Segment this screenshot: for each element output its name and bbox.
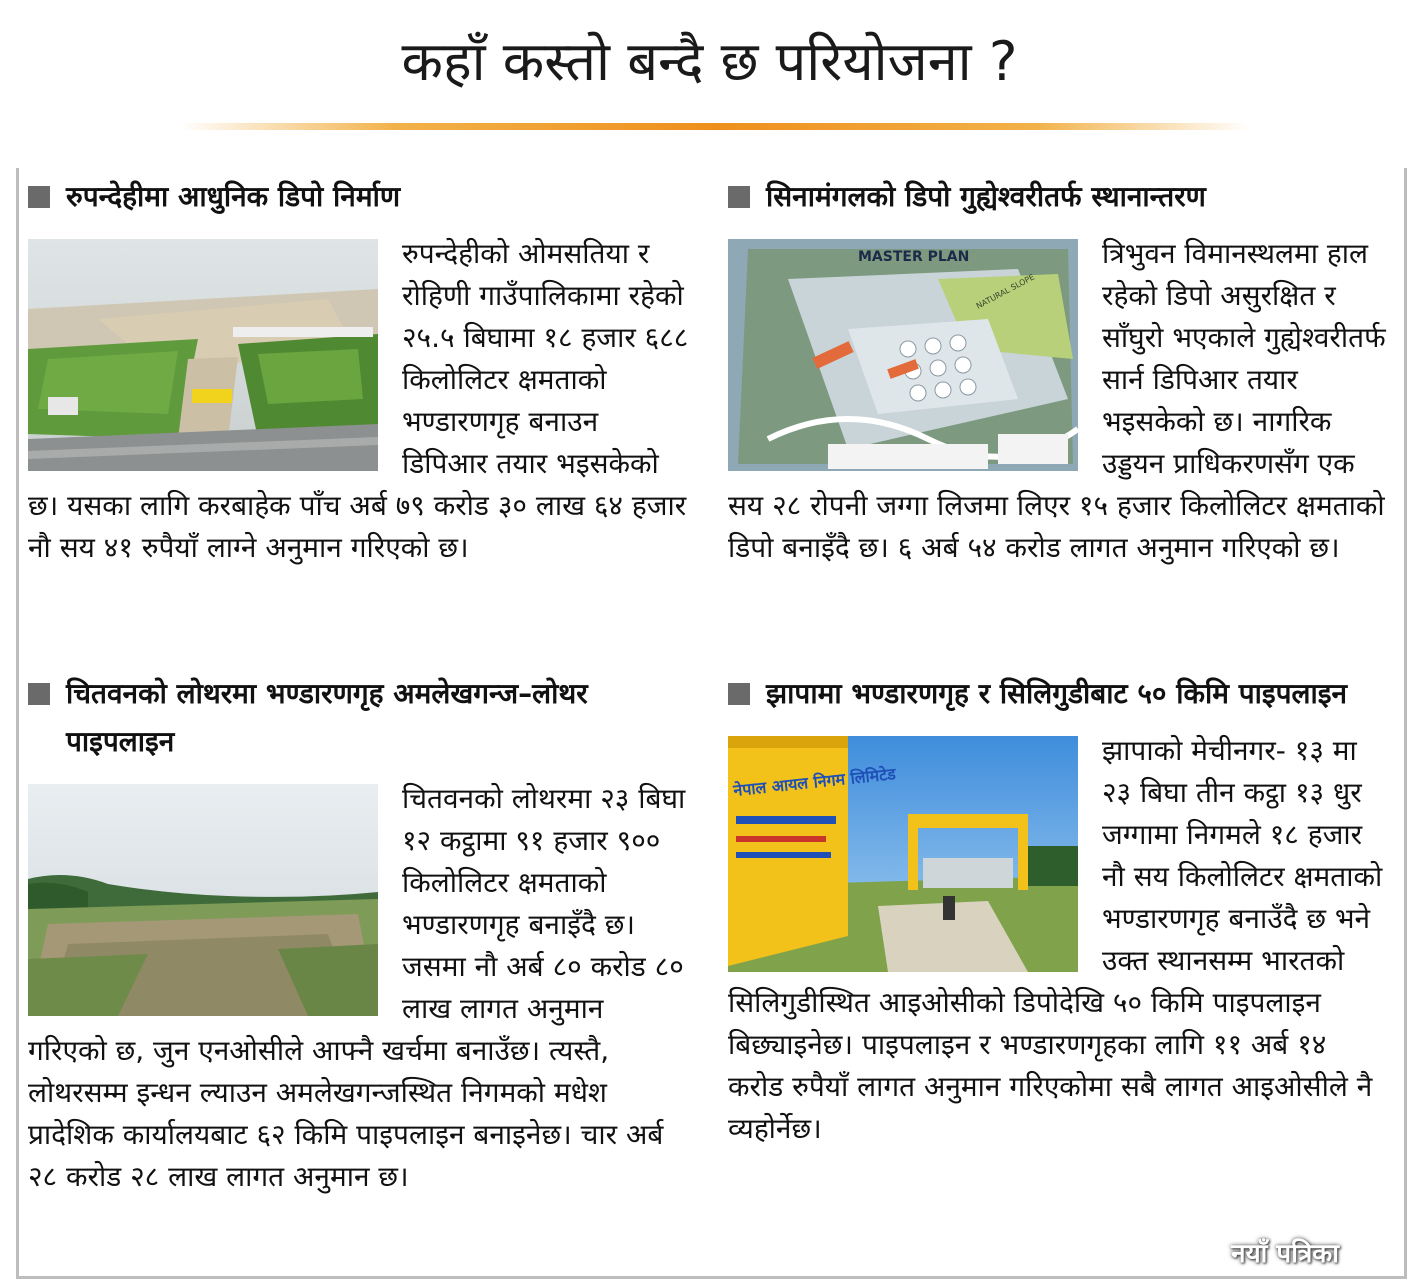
article-heading — [728, 670, 1390, 718]
square-bullet-icon — [28, 186, 50, 208]
article-body-wrap — [728, 730, 1390, 1150]
article-chitwan — [28, 670, 690, 1198]
article-body-wrap — [28, 233, 690, 569]
article-body: रुपन्देहीको ओमसतिया र रोहिणी गाउँपालिकामा रहेको २५.५ बिघामा १८ हजार ६८८ किलोलिटर क्षमताको भण्डारणगृह बनाउन डिपिआर तयार भइसकेको छ। यसका लागि करबाहेक पाँच अर्ब ७९ करोड ३० लाख ६४ हजार नौ सय ४१ रुपैयाँ लाग्ने अनुमान गरिएको छ। — [28, 237, 689, 564]
sign-board-text: नेपाल आयल निगम लिमिटेड — [732, 764, 897, 800]
square-bullet-icon — [28, 683, 50, 705]
article-heading — [28, 173, 690, 221]
article-body: झापाको मेचीनगर- १३ मा २३ बिघा तीन कट्ठा १३ धुर जग्गामा निगमले १८ हजार नौ सय किलोलिटर क्षमताको भण्डारणगृह बनाउँदै छ भने उक्त स्थानसम्म भारतको सिलिगुडीस्थित आइओसीको डिपोदेखि ५० किमि पाइपलाइन बिछ्याइनेछ। पाइपलाइन र भण्डारणगृहका लागि ११ अर्ब १४ करोड रुपैयाँ लागत अनुमान गरिएकोमा सबै लागत आइओसीले नै व्यहोर्नेछ। — [728, 734, 1383, 1145]
article-body: त्रिभुवन विमानस्थलमा हाल रहेको डिपो असुरक्षित र साँघुरो भएकाले गुह्येश्वरीतर्फ सार्न डिपिआर तयार भइसकेको छ। नागरिक उड्डयन प्राधिकरणसँग एक सय २८ रोपनी जग्गा लिजमा लिएर १५ हजार किलोलिटर क्षमताको डिपो बनाइँदै छ। ६ अर्ब ५४ करोड लागत अनुमान गरिएको छ। — [728, 237, 1386, 564]
master-plan-photo — [728, 239, 1078, 471]
article-rupandehi — [28, 173, 690, 569]
natural-slope-label: NATURAL SLOPE — [974, 272, 1037, 311]
depot-site-photo-drawing — [28, 239, 378, 471]
master-plan-label: MASTER PLAN — [858, 249, 970, 265]
article-heading-text: रुपन्देहीमा आधुनिक डिपो निर्माण — [66, 180, 401, 213]
publisher-watermark: नयाँ पत्रिका — [1231, 1239, 1339, 1269]
page-title: कहाँ कस्तो बन्दै छ परियोजना ? — [401, 30, 1018, 93]
depot-site-photo — [28, 239, 378, 471]
lothar-field-photo — [28, 784, 378, 1016]
article-heading — [28, 670, 690, 766]
master-plan-drawing — [728, 239, 1078, 471]
nepal-oil-gate-photo — [728, 736, 1078, 972]
square-bullet-icon — [728, 683, 750, 705]
title-underline — [180, 123, 1250, 130]
article-heading — [728, 173, 1390, 221]
article-body-wrap — [28, 778, 690, 1198]
article-jhapa — [728, 670, 1390, 1150]
article-sinamangal — [728, 173, 1390, 569]
article-body-wrap — [728, 233, 1390, 569]
nepal-oil-gate-drawing — [728, 736, 1078, 972]
article-heading-text: सिनामंगलको डिपो गुह्येश्वरीतर्फ स्थानान्तरण — [766, 180, 1206, 213]
article-heading-text: चितवनको लोथरमा भण्डारणगृह अमलेखगन्ज–लोथर पाइपलाइन — [66, 677, 588, 758]
article-heading-text: झापामा भण्डारणगृह र सिलिगुडीबाट ५० किमि पाइपलाइन — [766, 677, 1348, 710]
article-body: चितवनको लोथरमा २३ बिघा १२ कट्ठामा ९१ हजार ९०० किलोलिटर क्षमताको भण्डारणगृह बनाइँदै छ। जसमा नौ अर्ब ८० करोड ८० लाख लागत अनुमान गरिएको छ, जुन एनओसीले आफ्नै खर्चमा बनाउँछ। त्यस्तै, लोथरसम्म इन्धन ल्याउन अमलेखगन्जस्थित निगमको मधेश प्रादेशिक कार्यालयबाट ६२ किमि पाइपलाइन बनाइनेछ। चार अर्ब २८ करोड २८ लाख लागत अनुमान छ। — [28, 782, 686, 1193]
square-bullet-icon — [728, 186, 750, 208]
lothar-field-drawing — [28, 784, 378, 1016]
